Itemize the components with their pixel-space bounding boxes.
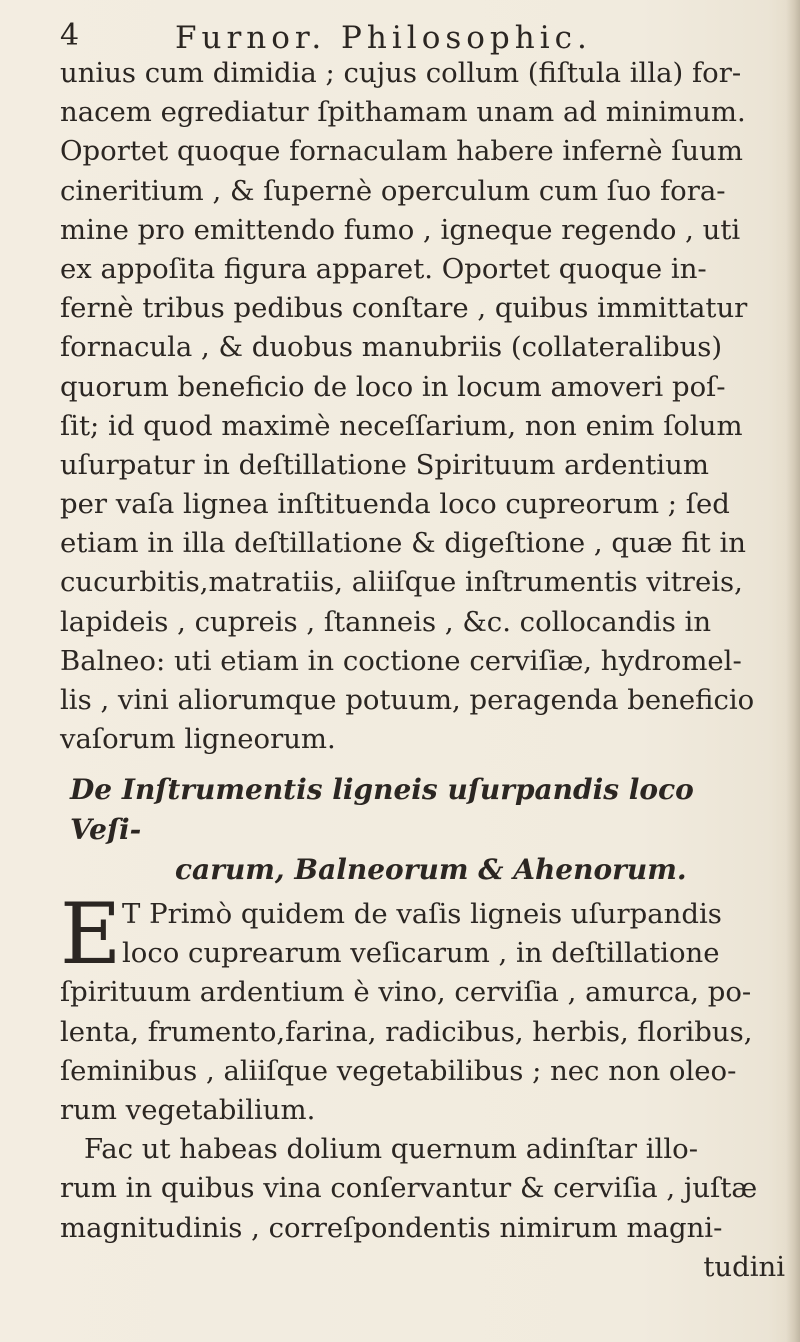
text-line: Oportet quoque fornaculam habere infernè ſuum: [60, 135, 743, 168]
text-line: lis , vini aliorumque potuum, peragenda beneficio: [60, 684, 755, 716]
text-line: vaſorum ligneorum.: [60, 723, 336, 756]
text-line: etiam in illa deſtillatione & digeſtione , quæ fit in: [60, 527, 746, 560]
text-line: Balneo: uti etiam in coctione cerviſiæ, hydromel-: [60, 644, 742, 677]
text-line: cineritium , & ſupernè operculum cum ſuo fora-: [60, 174, 726, 207]
text-line: lapideis , cupreis , ſtanneis , &c. collocandis in: [60, 605, 712, 638]
text-line: loco cuprearum veſicarum , in deſtillatione: [122, 937, 720, 970]
running-head: Furnor. Philosophic.: [175, 20, 592, 56]
text-line: quorum beneficio de loco in locum amoveri poſ-: [60, 370, 726, 403]
text-line: fornacula , & duobus manubriis (collateralibus): [60, 331, 723, 364]
text-line: T Primò quidem de vaſis ligneis uſurpandis: [122, 898, 722, 930]
section-title-line-2: carum, Balneorum & Ahenorum.: [175, 853, 687, 886]
section-title: [70, 770, 770, 890]
text-line: magnitudinis , correſpondentis nimirum magni-: [60, 1211, 723, 1244]
text-line: nacem egrediatur ſpithamam unam ad minimum.: [60, 96, 746, 129]
text-line: rum vegetabilium.: [60, 1093, 316, 1126]
catchword: tudini: [703, 1250, 785, 1283]
paragraph-1: [60, 54, 785, 759]
page-number: 4: [60, 18, 80, 53]
section-title-line-1: De Inſtrumentis ligneis uſurpandis loco Veſi-: [70, 773, 694, 846]
text-line: rum in quibus vina conſervantur & cerviſia , juſtæ: [60, 1172, 758, 1205]
text-line: uſurpatur in deſtillatione Spirituum ardentium: [60, 448, 709, 481]
text-line: cucurbitis,matratiis, aliiſque inſtrumentis vitreis,: [60, 566, 743, 599]
text-line: ſit; id quod maximè neceſſarium, non enim ſolum: [60, 409, 743, 442]
drop-cap: E: [60, 885, 122, 983]
text-line: unius cum dimidia ; cujus collum (fiſtula illa) for-: [60, 57, 742, 89]
text-line: lenta, frumento,farina, radicibus, herbis, floribus,: [60, 1015, 753, 1048]
text-line: ſpirituum ardentium è vino, cerviſia , amurca, po-: [60, 976, 752, 1009]
paragraph-2: [60, 885, 785, 1287]
text-line: mine pro emittendo fumo , igneque regendo , uti: [60, 213, 741, 246]
text-line: ſeminibus , aliiſque vegetabilibus ; nec non oleo-: [60, 1054, 737, 1087]
text-line: fernè tribus pedibus conſtare , quibus immittatur: [60, 292, 748, 325]
text-line: ex appoſita figura apparet. Oportet quoque in-: [60, 252, 707, 285]
text-line: Fac ut habeas dolium quernum adinſtar illo-: [84, 1133, 698, 1166]
text-line: per vaſa lignea inſtituenda loco cupreorum ; ſed: [60, 488, 730, 521]
page-edge-shadow: [786, 0, 800, 1342]
